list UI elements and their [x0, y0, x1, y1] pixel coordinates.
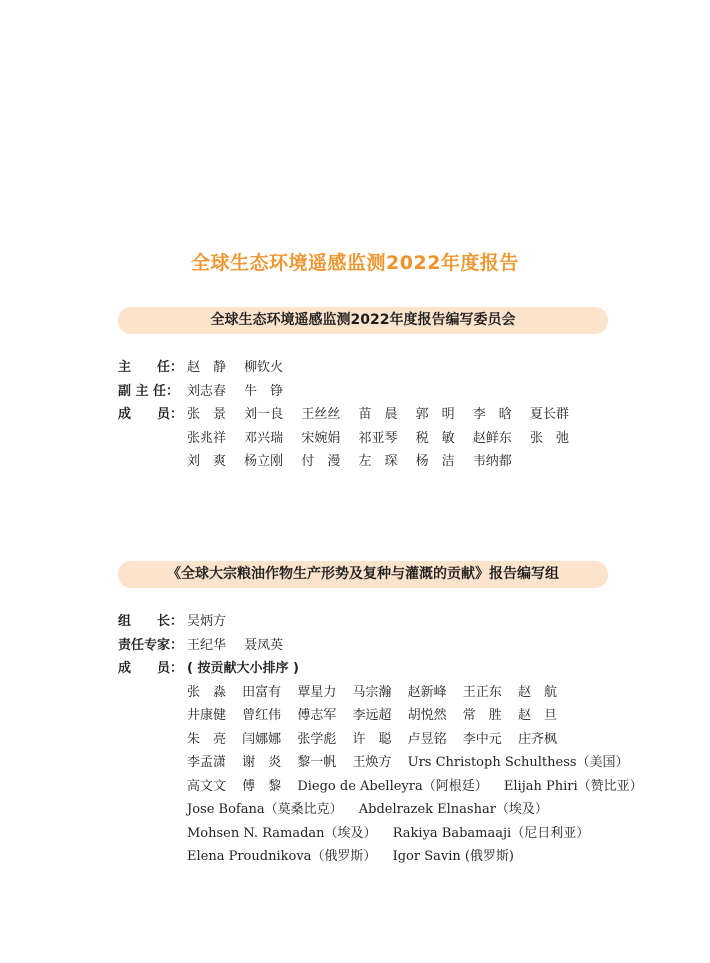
members-names — [187, 450, 526, 469]
members-names — [187, 751, 641, 770]
group-heading: 《全球大宗粮油作物生产形势及复种与灌溉的贡献》报告编写组 — [118, 561, 608, 588]
person-name: 杨立刚 — [244, 454, 284, 469]
director-row — [118, 356, 638, 380]
person-name: 聂凤英 — [244, 637, 284, 653]
group-members-row-1 — [118, 681, 638, 705]
director-names — [187, 356, 297, 375]
person-name: 赵 航 — [517, 684, 557, 700]
person-name: 刘一良 — [244, 407, 284, 422]
group-members-row-4 — [118, 751, 638, 775]
person-name: 李中元 — [462, 731, 502, 747]
group-members-row-2 — [118, 704, 638, 728]
person-name: 赵新峰 — [407, 684, 447, 700]
group-members-label-row — [118, 657, 638, 681]
experts-names — [187, 634, 297, 653]
committee-members-row-1 — [118, 403, 638, 427]
person-name: 邓兴瑞 — [244, 430, 284, 446]
person-name: Elijah Phiri（赞比亚） — [503, 778, 643, 794]
person-name: Jose Bofana（莫桑比克） — [187, 802, 343, 817]
person-name: 王丝丝 — [301, 407, 341, 422]
person-name: Urs Christoph Schulthess（美国） — [407, 755, 629, 770]
person-name: 张兆祥 — [187, 430, 227, 446]
person-name: 李 晗 — [472, 407, 512, 422]
person-name: Rakiya Babamaaji（尼日利亚） — [392, 825, 590, 841]
person-name: 高文文 — [187, 778, 227, 794]
person-name: 田富有 — [242, 684, 282, 700]
person-name: 井康健 — [187, 708, 227, 723]
person-name: 张 淼 — [187, 684, 227, 700]
person-name: 闫娜娜 — [242, 731, 282, 747]
person-name: 覃星力 — [297, 684, 337, 700]
members-names — [187, 681, 569, 700]
members-names — [187, 403, 583, 422]
person-name: 王正东 — [462, 684, 502, 700]
person-name: 柳钦火 — [244, 360, 284, 375]
person-name: Abdelrazek Elnashar（埃及） — [358, 802, 548, 817]
person-name: 王焕方 — [352, 755, 392, 770]
members-names — [187, 427, 583, 446]
leader-row — [118, 610, 638, 634]
group-members-row-5 — [118, 775, 643, 799]
members-names — [187, 798, 560, 817]
person-name: 张 景 — [187, 407, 227, 422]
deputy-row — [118, 380, 638, 404]
members-label: 成 员： — [118, 407, 184, 422]
members-names — [187, 704, 569, 723]
person-name: 王纪华 — [187, 637, 227, 653]
person-name: 税 敏 — [415, 430, 455, 446]
person-name: 傅 黎 — [242, 778, 282, 794]
person-name: 苗 晨 — [358, 407, 398, 422]
person-name: 朱 亮 — [187, 731, 227, 747]
experts-row — [118, 634, 638, 658]
person-name: 张学彪 — [297, 731, 337, 747]
deputy-names — [187, 380, 297, 399]
person-name: 夏长群 — [529, 407, 569, 422]
person-name: 常 胜 — [462, 708, 502, 723]
person-name: 黎一帆 — [297, 755, 337, 770]
person-name: 赵 静 — [187, 360, 227, 375]
person-name: 韦纳都 — [472, 454, 512, 469]
person-name: 赵鲜东 — [472, 430, 512, 446]
person-name: 牛 铮 — [244, 383, 284, 399]
person-name: 卢昱铭 — [407, 731, 447, 747]
committee-heading: 全球生态环境遥感监测2022年度报告编写委员会 — [118, 307, 608, 334]
person-name: 李孟潇 — [187, 755, 227, 770]
experts-label: 责任专家： — [118, 637, 184, 653]
person-name: Igor Savin (俄罗斯) — [392, 849, 514, 864]
person-name: 刘志春 — [187, 383, 227, 399]
members-names — [187, 728, 569, 747]
leader-name: 吴炳方 — [187, 614, 227, 629]
person-name: 付 漫 — [301, 454, 341, 469]
person-name: 赵 旦 — [517, 708, 557, 723]
members-names — [187, 822, 601, 841]
committee-block — [118, 356, 638, 474]
group-members-row-3 — [118, 728, 638, 752]
person-name: 李远超 — [352, 708, 392, 723]
person-name: 宋婉娟 — [301, 430, 341, 446]
person-name: 张 弛 — [529, 430, 569, 446]
person-name: 胡悦然 — [407, 708, 447, 723]
group-members-row-8 — [118, 845, 638, 869]
person-name: 郭 明 — [415, 407, 455, 422]
group-members-row-7 — [118, 822, 638, 846]
person-name: 庄齐枫 — [517, 731, 557, 747]
person-name: 马宗瀚 — [352, 684, 392, 700]
person-name: 曾红伟 — [242, 708, 282, 723]
leader-label: 组 长： — [118, 614, 184, 629]
person-name: 刘 爽 — [187, 454, 227, 469]
members-names — [187, 845, 526, 864]
members-order-note: ( 按贡献大小排序 ) — [187, 661, 299, 676]
person-name: 许 聪 — [352, 731, 392, 747]
person-name: 傅志军 — [297, 708, 337, 723]
person-name: 杨 洁 — [415, 454, 455, 469]
report-title: 全球生态环境遥感监测2022年度报告 — [191, 252, 519, 274]
members-names — [187, 775, 655, 794]
person-name: 左 琛 — [358, 454, 398, 469]
person-name: 祁亚琴 — [358, 430, 398, 446]
committee-members-row-3 — [118, 450, 638, 474]
members-label: 成 员： — [118, 661, 184, 676]
group-members-row-6 — [118, 798, 638, 822]
person-name: Mohsen N. Ramadan（埃及） — [187, 825, 377, 841]
deputy-label: 副 主 任： — [118, 383, 180, 399]
committee-members-row-2 — [118, 427, 638, 451]
director-label: 主 任： — [118, 360, 184, 375]
person-name: Diego de Abelleyra（阿根廷） — [297, 778, 488, 794]
group-block — [118, 610, 643, 869]
person-name: 谢 炎 — [242, 755, 282, 770]
person-name: Elena Proudnikova（俄罗斯） — [187, 849, 377, 864]
